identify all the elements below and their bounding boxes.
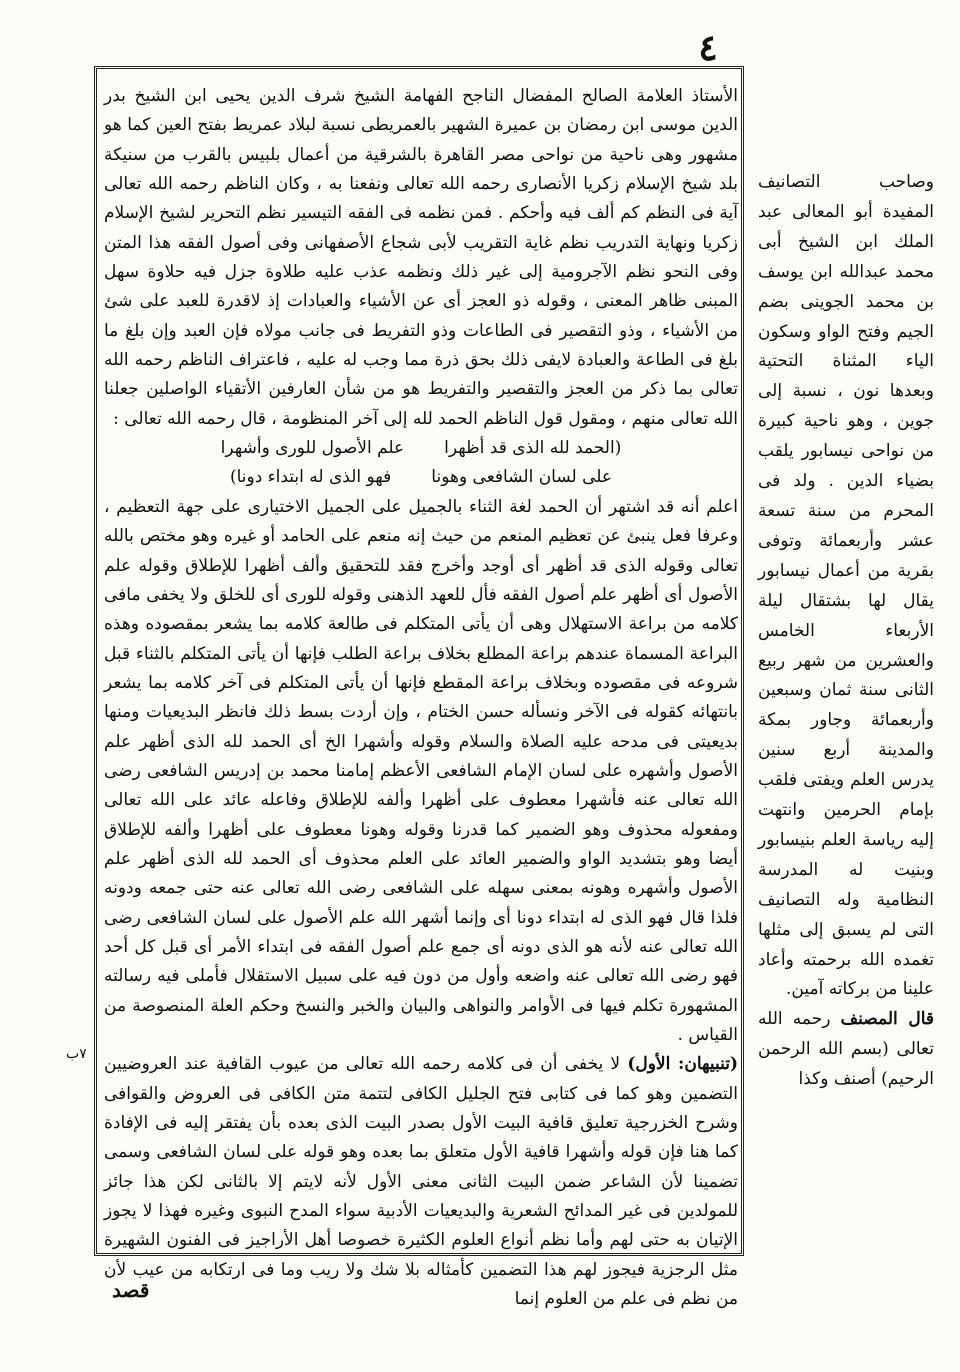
margin-commentary bbox=[758, 168, 934, 1168]
tanbeeh-label: (تنبيهان: الأول) bbox=[627, 1054, 738, 1075]
commentary-paragraph: اعلم أنه قد اشتهر أن الحمد لغة الثناء بالجميل على الجميل الاختيارى على جهة التعظيم ، وعرفا فعل ينبئ عن تعظيم المنعم من حيث إنه منعم على الحامد أو غيره وهو مختص بالله تعالى وقوله الذى قد أظهر أى أوجد وأخرج فقد للتحقيق وألف أظهرا للإطلاق وقوله علم الأصول أى أظهر علم أصول الفقه فأل للعهد الذهنى وقوله للورى أى للخلق ولا يخفى مافى كلامه من براعة الاستهلال وهى أن يأتى المتكلم فى طالعة كلامه بما يشعر بمقصوده وهذه البراعة المسماة عندهم براعة المطلع بخلاف براعة الطلب فإنها أن يأتى المتكلم بالثناء قبل شروعه فى مقصوده وبخلاف براعة المقطع فإنها أن يأتى المتكلم فى آخر كلامه بما يشعر بانتهائه كقوله فى الآخر ونسأله حسن الختام ، وإن أردت بسط ذلك فانظر البديعيات ومنها بديعيتى فى مدحه عليه الصلاة والسلام وقوله وأشهرا الخ أى الحمد لله الذى أظهر علم الأصول وأشهره على لسان الإمام الشافعى الأعظم إمامنا محمد بن إدريس الشافعى رضى الله تعالى عنه فأشهرا معطوف على أظهرا وألفه للإطلاق وفاعله عائد على الله تعالى ومفعوله محذوف وهو الضمير كما قدرنا وقوله وهونا معطوف على أظهرا وألفه للإطلاق أيضا وهو بتشديد الواو والضمير العائد على العلم محذوف أى الحمد لله الذى أظهر علم الأصول وأشهره وهونه بمعنى سهله على الشافعى رضى الله تعالى عنه حتى جمعه ودونه فلذا قال فهو الذى له ابتداء دونا أى وإنما أشهر الله علم الأصول على لسان الشافعى رضى الله تعالى عنه لأنه هو الذى دونه أى جمع علم أصول الفقه فى ابتداء الأمر أى قبل كل أحد فهو رضى الله تعالى عنه واضعه وأول من دون فيه على سبيل الاستقلال فأملى فيه رسالته المشهورة تكلم فيها فى الأوامر والنواهى والبيان والخبر والنسخ وحكم العلة المنصوصة من القياس . bbox=[104, 496, 738, 1045]
verse-2-first-hemistich: على لسان الشافعى وهونا bbox=[431, 467, 613, 488]
margin-after-heading: رحمه الله تعالى (بسم الله الرحمن الرحيم) أصنف وكذا bbox=[758, 1009, 934, 1090]
catchword: قصد bbox=[112, 1278, 150, 1302]
verse-1-first-hemistich: (الحمد لله الذى قد أظهرا bbox=[444, 438, 622, 459]
verse-line-1 bbox=[104, 434, 738, 463]
intro-paragraph: الأستاذ العلامة الصالح المفضال الناجح الفهامة الشيخ شرف الدين يحيى ابن الشيخ بدر الدين موسى ابن رمضان بن عميرة الشهير بالعمريطى نسبة لبلاد عمريط بفتح العين كما هو مشهور وهى ناحية من نواحى مصر القاهرة بالشرقية من أعمال بلبيس بالقرب من سنيكة بلد شيخ الإسلام زكريا الأنصارى رحمه الله تعالى ونفعنا به ، وكان الناظم رحمه الله تعالى آية فى النظم كم ألف فيه وأحكم . فمن نظمه فى الفقه التيسير نظم التحرير لشيخ الإسلام زكريا ونهاية التدريب نظم غاية التقريب لأبى شجاع الأصفهانى وفى أصول الفقه هذا المتن وفى النحو نظم الآجرومية إلى غير ذلك ونظمه عذب عليه طلاوة جزل فيه حلاوة سهل المبنى ظاهر المعنى ، وقوله ذو العجز أى عن الأشياء والعبادات إذ لاقدرة للعبد على شئ من الأشياء ، وذو التقصير فى الطاعات وذو التفريط فى جانب مولاه فإن العبد وإن بلغ ما بلغ فى الطاعة والعبادة لايفى ذلك بحق ذرة مما وجب له عليه ، فاعتراف الناظم رحمه الله تعالى بما ذكر من العجز والتقصير والتفريط هو من شأن العارفين الأتقياء الواصلين جعلنا الله تعالى منهم ، ومقول قول الناظم الحمد لله إلى آخر المنظومة ، قال رحمه الله تعالى : bbox=[104, 86, 738, 429]
verse-1-second-hemistich: علم الأصول للورى وأشهرا bbox=[220, 438, 405, 459]
tanbeeh-paragraph bbox=[104, 1050, 738, 1314]
verse-line-2 bbox=[104, 463, 738, 492]
verse-2-second-hemistich: فهو الذى له ابتداء دونا) bbox=[229, 467, 392, 488]
margin-sub-heading: قال المصنف bbox=[840, 1009, 935, 1030]
page-number: ٤ bbox=[698, 27, 718, 69]
margin-section-text bbox=[758, 1005, 934, 1095]
margin-biography-text: وصاحب التصانيف المفيدة أبو المعالى عبد الملك ابن الشيخ أبى محمد عبدالله ابن يوسف بن محمد الجوينى بضم الجيم وفتح الواو وسكون الياء المثناة التحتية وبعدها نون ، نسبة إلى جوين ، وهو ناحية كبيرة من نواحى نيسابور يلقب بضياء الدين . ولد فى المحرم من سنة تسعة عشر وأربعمائة وتوفى بقرية من أعمال نيسابور يقال لها بشتقال ليلة الأربعاء الخامس والعشرين من شهر ربيع الثانى سنة ثمان وسبعين وأربعمائة وجاور بمكة والمدينة أربع سنين يدرس العلم ويفتى فلقب بإمام الحرمين وانتهت إليه رياسة العلم بنيسابور وبنيت له المدرسة النظامية وله التصانيف التى لم يسبق إلى مثلها تغمده الله برحمته وأعاد علينا من بركاته آمين. bbox=[758, 172, 934, 1000]
margin-folio-note: ٧ب bbox=[66, 1046, 87, 1062]
tanbeeh-text: لا يخفى أن فى كلامه رحمه الله تعالى من عيوب القافية عند العروضيين التضمين وهو كما فى كتابى فتح الجليل الكافى لتتمة متن الكافى فى العروض والقوافى وشرح الخزرجية تعليق قافية البيت الأول بصدر البيت الذى بعده بأن يفتقر إليه فى الإفادة كما هنا فإن قوله وأشهرا قافية الأول متعلق بما بعده وهو قوله على لسان الشافعى وسمى تضمينا لأن الشاعر ضمن البيت الثانى معنى الأول لأنه لايتم إلا بالثانى لكن هذا جائز للمولدين فى غير المدائح الشعرية والبديعيات الأدبية سواء المدح النبوى وغيره فهذا لا يجوز الإتيان به حتى لهم وأما نظم أنواع العلوم الكثيرة خصوصا أهل الأراجيز فى الفنون الشهيرة مثل الرجزية فيجوز لهم هذا التضمين كأمثاله بلا شك ولا ريب وما فى ارتكابه من عيب لأن من نظم فى علم من العلوم إنما bbox=[104, 1054, 738, 1310]
